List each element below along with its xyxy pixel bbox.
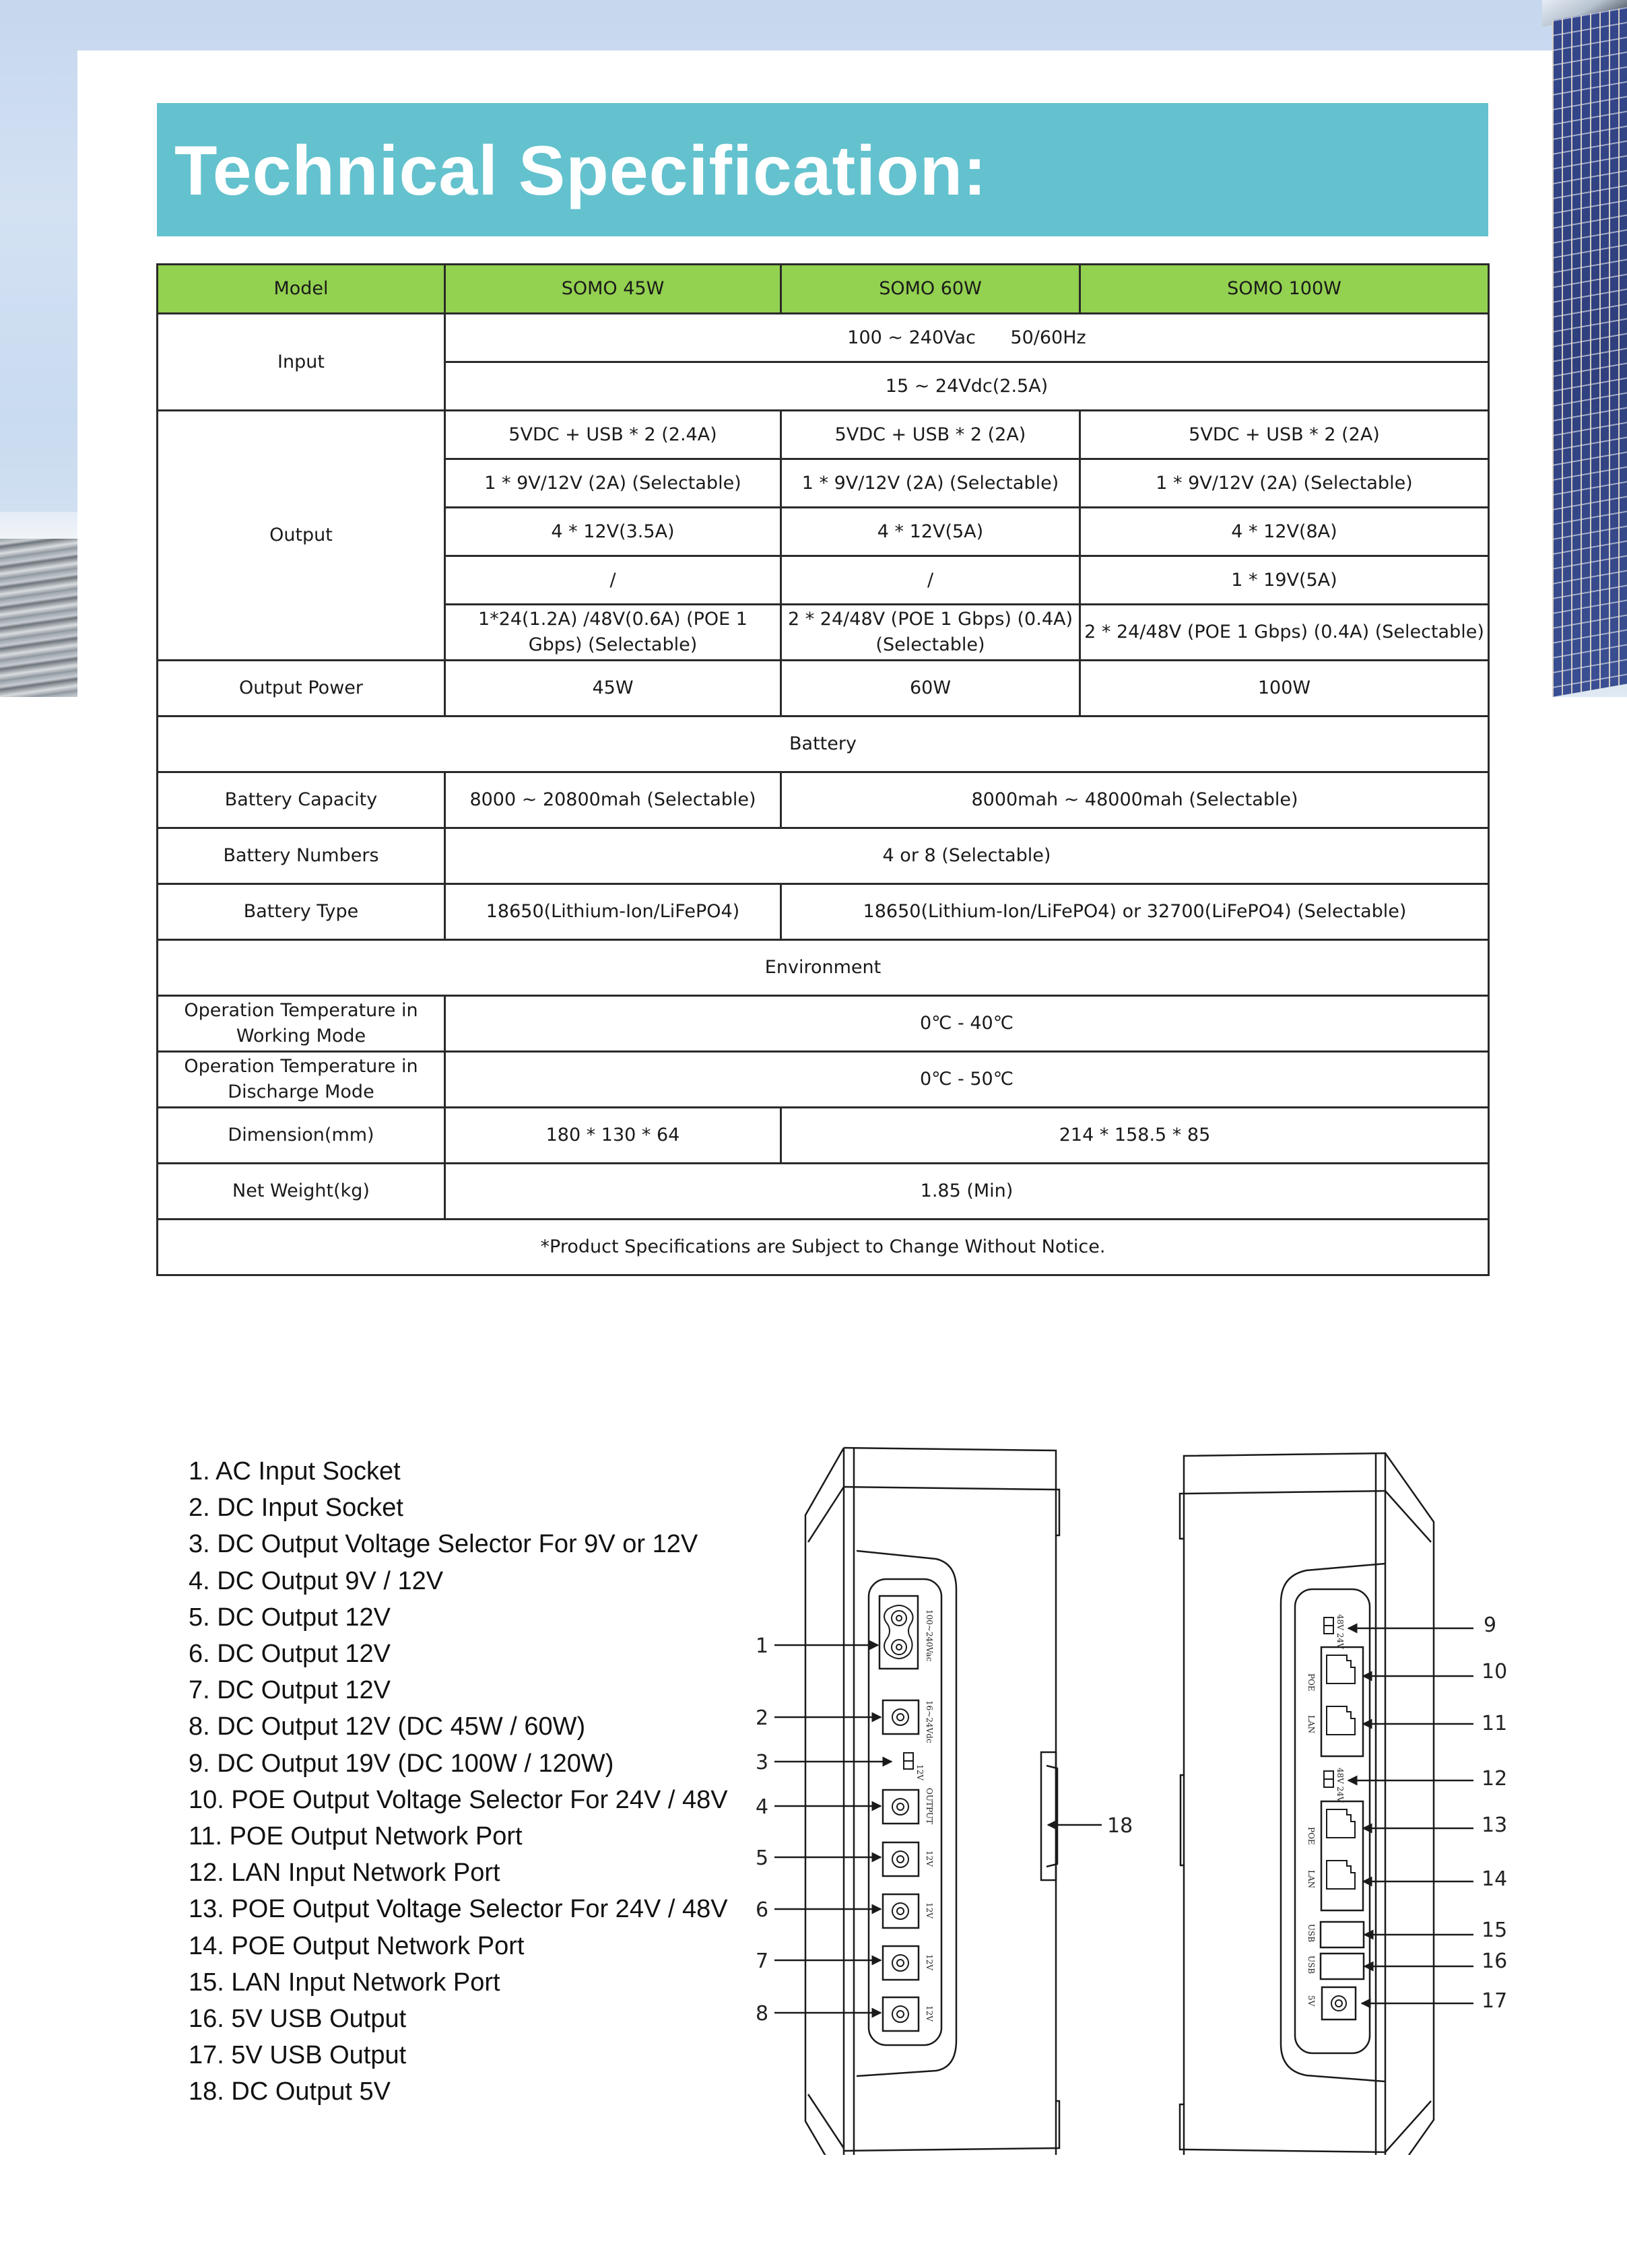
port-label-12v-7: 12V xyxy=(925,1954,934,1970)
dimension-somo60-100: 214 * 158.5 * 85 xyxy=(781,1108,1489,1164)
battery-capacity-somo60-100: 8000mah ~ 48000mah (Selectable) xyxy=(781,772,1489,828)
list-item: 2. DC Input Socket xyxy=(189,1494,403,1523)
ports-legend-list xyxy=(189,1453,728,2110)
port-label-usb-1: USB xyxy=(1306,1924,1316,1943)
callout-13: 13 xyxy=(1482,1813,1508,1837)
battery-capacity-somo45: 8000 ~ 20800mah (Selectable) xyxy=(445,772,781,828)
output-2-somo45: 1 * 9V/12V (2A) (Selectable) xyxy=(445,459,781,508)
header-somo-45w: SOMO 45W xyxy=(445,265,781,314)
table-row-battery-numbers xyxy=(158,828,1489,884)
callout-5: 5 xyxy=(756,1846,769,1870)
page-title: Technical Specification: xyxy=(174,132,987,210)
port-label-output: OUTPUT xyxy=(925,1788,934,1824)
list-item: 10. POE Output Voltage Selector For 24V / 48V xyxy=(189,1785,728,1814)
row-label-output-power: Output Power xyxy=(158,661,445,716)
row-label-battery-type: Battery Type xyxy=(158,884,445,940)
table-header-row xyxy=(158,265,1489,314)
port-label-selector-12: 48V 24V xyxy=(1335,1768,1345,1803)
table-row-battery-section xyxy=(158,716,1489,772)
table-row-battery-capacity xyxy=(158,772,1489,828)
callout-1: 1 xyxy=(756,1634,769,1658)
device-port-diagram xyxy=(741,1414,1549,2155)
callout-9: 9 xyxy=(1484,1613,1497,1637)
table-row-battery-type xyxy=(158,884,1489,940)
output-4-somo45: / xyxy=(445,556,781,605)
list-item: 8. DC Output 12V (DC 45W / 60W) xyxy=(189,1712,586,1741)
output-1-somo60: 5VDC + USB * 2 (2A) xyxy=(781,411,1080,459)
header-somo-60w: SOMO 60W xyxy=(781,265,1080,314)
table-row-net-weight xyxy=(158,1164,1489,1220)
list-item: 17. 5V USB Output xyxy=(189,2041,407,2070)
port-label-lan-2: LAN xyxy=(1306,1870,1316,1889)
section-environment: Environment xyxy=(158,940,1489,996)
table-row-output-power xyxy=(158,661,1489,716)
list-item: 13. POE Output Voltage Selector For 24V / 48V xyxy=(189,1895,728,1924)
output-3-somo100: 4 * 12V(8A) xyxy=(1080,508,1489,556)
list-item: 12. LAN Input Network Port xyxy=(189,1859,500,1888)
port-label-5v: 5V xyxy=(1306,1995,1316,2007)
callout-2: 2 xyxy=(756,1706,769,1730)
row-label-net-weight: Net Weight(kg) xyxy=(158,1164,445,1220)
list-item: 1. AC Input Socket xyxy=(189,1457,401,1486)
row-label-op-temp-working: Operation Temperature in Working Mode xyxy=(158,996,445,1052)
spec-notice: *Product Specifications are Subject to Change Without Notice. xyxy=(158,1220,1489,1275)
table-row-notice xyxy=(158,1220,1489,1275)
row-label-battery-numbers: Battery Numbers xyxy=(158,828,445,884)
output-5-somo100: 2 * 24/48V (POE 1 Gbps) (0.4A) (Selectable) xyxy=(1080,605,1489,661)
callout-7: 7 xyxy=(756,1949,769,1973)
list-item: 7. DC Output 12V xyxy=(189,1676,391,1705)
net-weight-value: 1.85 (Min) xyxy=(445,1164,1489,1220)
callout-3: 3 xyxy=(756,1751,769,1774)
row-label-battery-capacity: Battery Capacity xyxy=(158,772,445,828)
callout-8: 8 xyxy=(756,2002,769,2026)
callout-17: 17 xyxy=(1482,1989,1508,2013)
port-label-poe-2: POE xyxy=(1306,1827,1316,1845)
list-item: 5. DC Output 12V xyxy=(189,1603,391,1632)
table-row-dimension xyxy=(158,1108,1489,1164)
output-4-somo100: 1 * 19V(5A) xyxy=(1080,556,1489,605)
output-2-somo60: 1 * 9V/12V (2A) (Selectable) xyxy=(781,459,1080,508)
list-item: 3. DC Output Voltage Selector For 9V or 12V xyxy=(189,1530,698,1559)
port-label-ac: 100~240Vac xyxy=(925,1609,934,1662)
list-item: 16. 5V USB Output xyxy=(189,2005,407,2034)
callout-16: 16 xyxy=(1482,1949,1508,1973)
op-temp-discharge-value: 0℃ - 50℃ xyxy=(445,1052,1489,1108)
callout-15: 15 xyxy=(1482,1919,1508,1942)
output-power-somo60: 60W xyxy=(781,661,1080,716)
output-power-somo100: 100W xyxy=(1080,661,1489,716)
row-label-input: Input xyxy=(158,314,445,411)
list-item: 9. DC Output 19V (DC 100W / 120W) xyxy=(189,1749,614,1778)
table-row-op-temp-discharge xyxy=(158,1052,1489,1108)
output-1-somo100: 5VDC + USB * 2 (2A) xyxy=(1080,411,1489,459)
output-power-somo45: 45W xyxy=(445,661,781,716)
header-somo-100w: SOMO 100W xyxy=(1080,265,1489,314)
port-label-lan-1: LAN xyxy=(1306,1715,1316,1734)
output-5-somo60: 2 * 24/48V (POE 1 Gbps) (0.4A) (Selectable) xyxy=(781,605,1080,661)
background-solar-structure xyxy=(0,539,78,697)
list-item: 6. DC Output 12V xyxy=(189,1640,391,1669)
title-banner xyxy=(157,103,1488,236)
battery-type-somo45: 18650(Lithium-Ion/LiFePO4) xyxy=(445,884,781,940)
section-battery: Battery xyxy=(158,716,1489,772)
battery-numbers-value: 4 or 8 (Selectable) xyxy=(445,828,1489,884)
op-temp-working-value: 0℃ - 40℃ xyxy=(445,996,1489,1052)
list-item: 15. LAN Input Network Port xyxy=(189,1968,500,1997)
callout-4: 4 xyxy=(756,1795,769,1819)
input-dc-value: 15 ~ 24Vdc(2.5A) xyxy=(445,362,1489,411)
output-4-somo60: / xyxy=(781,556,1080,605)
background-solar-panels xyxy=(1552,7,1627,697)
port-label-selector: 12V xyxy=(915,1764,925,1780)
port-label-selector-9: 48V 24V xyxy=(1335,1614,1345,1649)
callout-18: 18 xyxy=(1107,1814,1133,1838)
port-label-poe-1: POE xyxy=(1306,1673,1316,1692)
header-model: Model xyxy=(158,265,445,314)
callout-10: 10 xyxy=(1482,1660,1508,1683)
table-row-output-1 xyxy=(158,411,1489,459)
output-3-somo45: 4 * 12V(3.5A) xyxy=(445,508,781,556)
table-row-op-temp-working xyxy=(158,996,1489,1052)
callout-6: 6 xyxy=(756,1898,769,1922)
callout-11: 11 xyxy=(1482,1712,1508,1735)
list-item: 18. DC Output 5V xyxy=(189,2077,391,2106)
battery-type-somo60-100: 18650(Lithium-Ion/LiFePO4) or 32700(LiFePO4) (Selectable) xyxy=(781,884,1489,940)
callout-12: 12 xyxy=(1482,1767,1508,1791)
port-label-12v-5: 12V xyxy=(925,1850,934,1867)
row-label-dimension: Dimension(mm) xyxy=(158,1108,445,1164)
list-item: 4. DC Output 9V / 12V xyxy=(189,1566,444,1595)
port-label-12v-6: 12V xyxy=(925,1902,934,1919)
output-5-somo45: 1*24(1.2A) /48V(0.6A) (POE 1 Gbps) (Selectable) xyxy=(445,605,781,661)
output-2-somo100: 1 * 9V/12V (2A) (Selectable) xyxy=(1080,459,1489,508)
output-1-somo45: 5VDC + USB * 2 (2.4A) xyxy=(445,411,781,459)
spec-table xyxy=(156,263,1490,1276)
input-ac-value xyxy=(445,314,1489,362)
dimension-somo45: 180 * 130 * 64 xyxy=(445,1108,781,1164)
row-label-output: Output xyxy=(158,411,445,661)
output-3-somo60: 4 * 12V(5A) xyxy=(781,508,1080,556)
list-item: 11. POE Output Network Port xyxy=(189,1822,523,1851)
right-device-drawing xyxy=(1180,1453,1434,2155)
port-label-usb-2: USB xyxy=(1306,1956,1316,1974)
row-label-op-temp-discharge: Operation Temperature in Discharge Mode xyxy=(158,1052,445,1108)
port-label-12v-8: 12V xyxy=(925,2005,934,2022)
port-label-dc-in: 16~24Vdc xyxy=(925,1700,934,1743)
input-ac-text: 100 ~ 240Vac 50/60Hz xyxy=(847,327,1086,348)
table-row-input-ac xyxy=(158,314,1489,362)
table-row-environment-section xyxy=(158,940,1489,996)
callout-14: 14 xyxy=(1482,1867,1508,1891)
list-item: 14. POE Output Network Port xyxy=(189,1931,525,1960)
